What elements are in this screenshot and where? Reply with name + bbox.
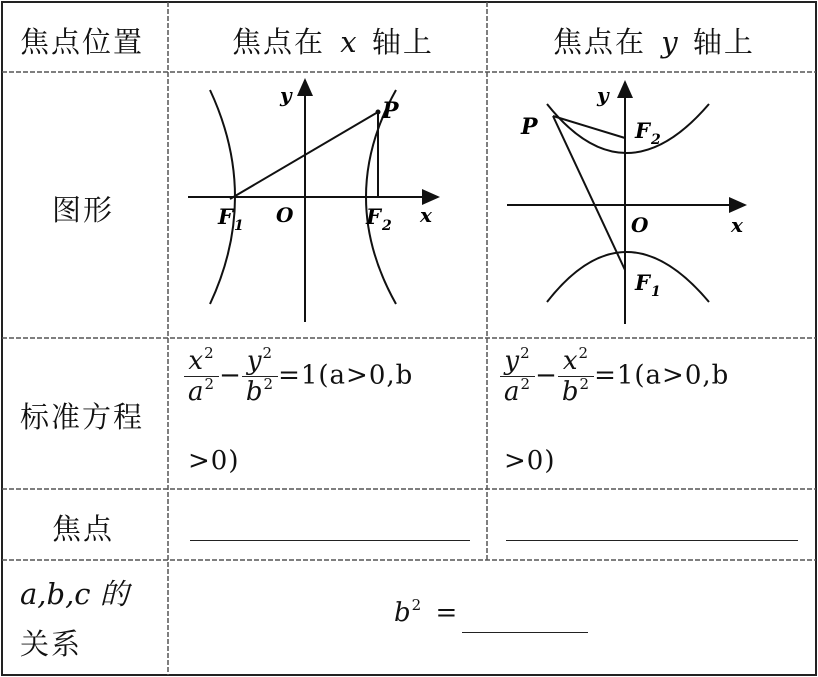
figure-hyperbola-x	[168, 72, 487, 338]
label-y: y	[597, 83, 609, 107]
label-x: x	[420, 203, 432, 227]
header-x-axis	[232, 20, 434, 61]
label-f2-sub: 2	[651, 132, 661, 148]
label-f1: F	[218, 204, 233, 229]
header-focus-position: 焦点位置	[20, 25, 145, 59]
focus-x-blank[interactable]	[190, 540, 470, 541]
equation-x-line2: >0)	[188, 446, 240, 476]
header-y-axis	[553, 20, 755, 61]
equation-y-rest: =1(a>0,b	[594, 360, 730, 391]
label-y: y	[280, 83, 292, 107]
relation-exp: 2	[411, 596, 423, 614]
label-f2: F	[366, 204, 381, 229]
label-x: x	[731, 213, 743, 237]
header-y-prefix: 焦点在	[553, 25, 647, 59]
point-p	[376, 110, 381, 115]
label-f1: F	[635, 270, 650, 295]
figure-hyperbola-y	[487, 72, 816, 338]
fraction-y2-b2: $\frac{y^2}{b^2}$	[242, 346, 278, 407]
relation-label-vars: a,b,c 的	[20, 577, 129, 611]
label-p: P	[382, 98, 399, 124]
equation-x-line1	[184, 346, 413, 407]
focus-y-blank[interactable]	[506, 540, 798, 541]
fraction-x2-b2: $\frac{x^2}{b^2}$	[558, 346, 594, 407]
relation-blank[interactable]	[462, 632, 588, 633]
header-y-var: y	[661, 25, 678, 59]
label-origin: O	[276, 203, 294, 227]
minus-sign: −	[535, 360, 558, 391]
minus-sign: −	[219, 360, 242, 391]
label-f2: F	[635, 118, 650, 143]
row-label-equation: 标准方程	[20, 400, 145, 434]
label-f1-sub: 1	[651, 284, 661, 300]
header-x-suffix: 轴上	[371, 25, 434, 59]
row-label-figure: 图形	[52, 193, 115, 227]
line-p-f1	[553, 116, 625, 270]
relation-lhs: b	[394, 598, 412, 628]
equation-y-line2: >0)	[504, 446, 556, 476]
fraction-x2-a2: $\frac{x^2}{a^2}$	[184, 346, 219, 407]
hyperbola-upper-branch	[547, 104, 709, 153]
equation-y-line1	[500, 346, 729, 407]
row-label-relation-line2: 关系	[20, 627, 83, 661]
row-label-focus: 焦点	[52, 512, 115, 546]
label-origin: O	[631, 213, 649, 237]
fraction-y2-a2: $\frac{y^2}{a^2}$	[500, 346, 535, 407]
header-y-suffix: 轴上	[692, 25, 755, 59]
header-x-prefix: 焦点在	[232, 25, 326, 59]
equation-x-rest: =1(a>0,b	[278, 360, 414, 391]
label-f2-sub: 2	[382, 218, 392, 234]
line-p-f2	[553, 116, 625, 138]
relation-eq: =	[435, 598, 459, 628]
label-f1-sub: 1	[234, 218, 244, 234]
relation-expression	[394, 598, 458, 628]
label-p: P	[521, 114, 538, 140]
row-label-relation-line1	[20, 572, 129, 613]
header-x-var: x	[340, 25, 357, 59]
hyperbola-lower-branch	[547, 252, 709, 302]
